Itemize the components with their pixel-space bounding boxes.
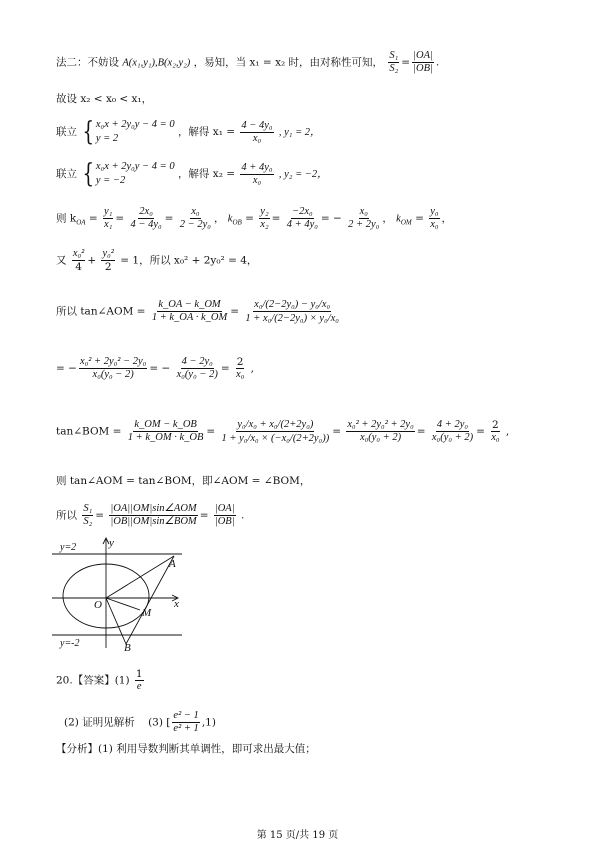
y-axis-label: y <box>109 537 114 549</box>
ellipse-figure <box>50 534 190 652</box>
point-a-label: A <box>169 558 176 570</box>
slopes-line: 则 $k_{OA}$ = $\frac{\text{y₁}}{\text{x₁}}$ = $\frac{\text{2x₀}}{\text{4 − 4y₀}}$ = $\frac{\text{x₀}}{\text{2 − 2y₀}}$ ， $k_{OB}$ = $\frac{\text{y₂}}{\text{x₂}}$ = $\frac{\text{−2x₀}}{\text{4 + 4y₀}}$ = − $\frac{\text{x₀}}{\text{2 + 2y₀}}$ ， $k_{OM}$ = $\frac{\text{y₀}}{\text{x₀}}$ ， <box>56 206 453 230</box>
system2-line: 联立 { x₀x + 2y₀y − 4 = 0 y = −2 ，解得 x₂ = $\frac{\text{4 + 4y₀}}{\text{x₀}}$ , y₂ = −2， <box>56 159 328 189</box>
tan-aom-line-2: = − $\frac{\text{x₀² + 2y₀² − 2y₀}}{\text{x₀(y₀ − 2)}}$ = − $\frac{\text{4 − 2y₀}}{\text{x₀(y₀ − 2)}}$ = $\frac{2}{\text{x₀}}$ , <box>56 356 254 380</box>
method2-points: A(x₁,y₁),B(x₂,y₂) <box>122 57 191 69</box>
ratio-oa-ob-fraction: $\frac{|OA|}{|OB|}$ <box>413 50 433 74</box>
assume-line: 故设 x₂ < x₀ < x₁， <box>56 93 153 105</box>
q20-parts-line: (2) 证明见解析 (3) [ $\frac{\text{e² − 1}}{\text{e² + 1}}$ ,1) <box>64 710 216 734</box>
tan-aom-line: 所以 tan∠AOM = $\frac{k\_OA - k\_OM}{1 + k\_OA \cdot k\_OM}$ = $\frac{\text{x₀/(2−2y₀) − y₀/x₀}}{\text{1 + x₀/(2−2y₀) × y₀/x₀}}$ <box>56 299 339 324</box>
analysis-line: 【分析】(1) 利用导数判断其单调性，即可求出最大值； <box>56 743 316 755</box>
segment-om <box>106 598 140 610</box>
method2-line: 法二：不妨设 A(x₁,y₁),B(x₂,y₂) ，易知，当 x₁ = x₂ 时，由对称性可知， $\frac{\text{S₁}}{\text{S₂}}$ = $\frac{|OA|}{|OB|}$ . <box>56 50 440 74</box>
system1-line: 联立 { x₀x + 2y₀y − 4 = 0 y = 2 ，解得 x₁ = $\frac{\text{4 − 4y₀}}{\text{x₀}}$ , y₁ = 2， <box>56 117 321 147</box>
line-ym2-label: y=-2 <box>60 638 80 649</box>
segment-ob <box>106 598 126 644</box>
q20-answer-line: 20.【答案】(1) $\frac{1}{e}$ <box>56 668 143 692</box>
point-m-label: M <box>142 607 152 619</box>
equal-line: 则 tan∠AOM = tan∠BOM，即∠AOM = ∠BOM， <box>56 475 311 487</box>
ratio-s-fraction: $\frac{\text{S₁}}{\text{S₂}}$ <box>389 50 399 74</box>
origin-label: O <box>94 599 102 611</box>
page-footer: 第 15 页/共 19 页 <box>256 830 339 841</box>
ellipse-line: 又 $\frac{\text{x₀²}}{4}$ + $\frac{\text{y₀²}}{2}$ = 1，所以 x₀² + 2y₀² = 4， <box>56 248 258 273</box>
point-b-label: B <box>124 642 131 652</box>
method2-mid: ，易知，当 x₁ = x₂ 时，由对称性可知， <box>193 56 384 69</box>
segment-oa <box>106 556 174 598</box>
line-y2-label: y=2 <box>60 542 77 553</box>
final-ratio-line: 所以 $\frac{\text{S₁}}{\text{S₂}}$ = $\frac{\text{|OA||OM|sin∠AOM}}{\text{|OB||OM|sin∠BOM}}$ = $\frac{|OA|}{|OB|}$ . <box>56 503 245 527</box>
tangent-line <box>126 556 174 644</box>
x-axis-label: x <box>174 598 179 610</box>
tan-bom-line: tan∠BOM = $\frac{k\_OM - k\_OB}{1 + k\_OM \cdot k\_OB}$ = $\frac{\text{y₀/x₀ + x₀/(2+2y₀)}}{\text{1 + y₀/x₀ × (−x₀/(2+2y₀))}}$ = $\frac{\text{x₀² + 2y₀² + 2y₀}}{\text{x₀(y₀ + 2)}}$ = $\frac{\text{4 + 2y₀}}{\text{x₀(y₀ + 2)}}$ = $\frac{2}{\text{x₀}}$ , <box>56 419 510 444</box>
method2-prefix: 法二：不妨设 <box>56 56 119 69</box>
